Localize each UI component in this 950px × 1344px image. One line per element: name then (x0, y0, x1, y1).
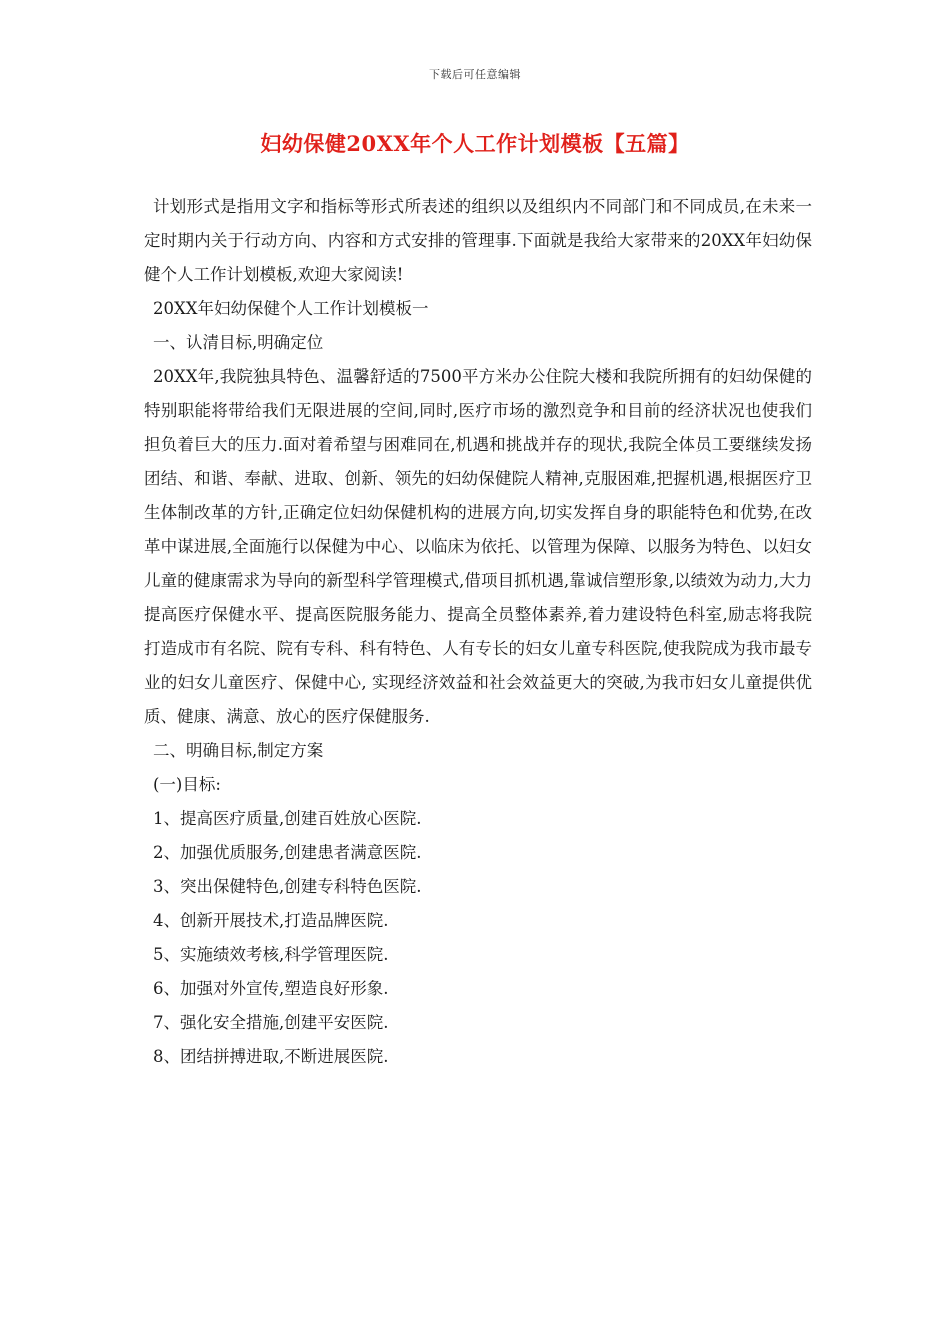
goal-item: 5、实施绩效考核,科学管理医院. (153, 945, 389, 964)
document-title: 妇幼保健20XX年个人工作计划模板【五篇】 (260, 131, 690, 156)
goal-item: 1、提高医疗质量,创建百姓放心医院. (153, 809, 422, 828)
goal-item: 8、团结拼搏进取,不断进展医院. (153, 1047, 389, 1066)
heading-1: 一、认清目标,明确定位 (153, 333, 324, 352)
goal-item: 3、突出保健特色,创建专科特色医院. (153, 877, 422, 896)
intro-paragraph: 计划形式是指用文字和指标等形式所表述的组织以及组织内不同部门和不同成员,在未来一定时期内关于行动方向、内容和方式安排的管理事.下面就是我给大家带来的20XX年妇幼保健个人工作计划模板,欢迎大家阅读! (144, 197, 812, 284)
section-title: 20XX年妇幼保健个人工作计划模板一 (153, 299, 429, 318)
goal-item: 7、强化安全措施,创建平安医院. (153, 1013, 389, 1032)
goal-item: 2、加强优质服务,创建患者满意医院. (153, 843, 422, 862)
header-note: 下载后可任意编辑 (429, 68, 521, 81)
sub-heading: (一)目标: (153, 775, 221, 794)
goal-item: 6、加强对外宣传,塑造良好形象. (153, 979, 389, 998)
heading-2: 二、明确目标,制定方案 (153, 741, 324, 760)
body-paragraph: 20XX年,我院独具特色、温馨舒适的7500平方米办公住院大楼和我院所拥有的妇幼保健的特别职能将带给我们无限进展的空间,同时,医疗市场的激烈竞争和目前的经济状况也使我们担负着巨大的压力.面对着希望与困难同在,机遇和挑战并存的现状,我院全体员工要继续发扬团结、和谐、奉献、进取、创新、领先的妇幼保健院人精神,克服困难,把握机遇,根据医疗卫生体制改革的方针,正确定位妇幼保健机构的进展方向,切实发挥自身的职能特色和优势,在改革中谋进展,全面施行以保健为中心、以临床为依托、以管理为保障、以服务为特色、以妇女儿童的健康需求为导向的新型科学管理模式,借项目抓机遇,靠诚信塑形象,以绩效为动力,大力提高医疗保健水平、提高医院服务能力、提高全员整体素养,着力建设特色科室,励志将我院打造成市有名院、院有专科、科有特色、人有专长的妇女儿童专科医院,使我院成为我市最专业的妇女儿童医疗、保健中心, 实现经济效益和社会效益更大的突破,为我市妇女儿童提供优质、健康、满意、放心的医疗保健服务. (144, 367, 812, 726)
goal-item: 4、创新开展技术,打造品牌医院. (153, 911, 389, 930)
document-body (144, 190, 812, 1074)
